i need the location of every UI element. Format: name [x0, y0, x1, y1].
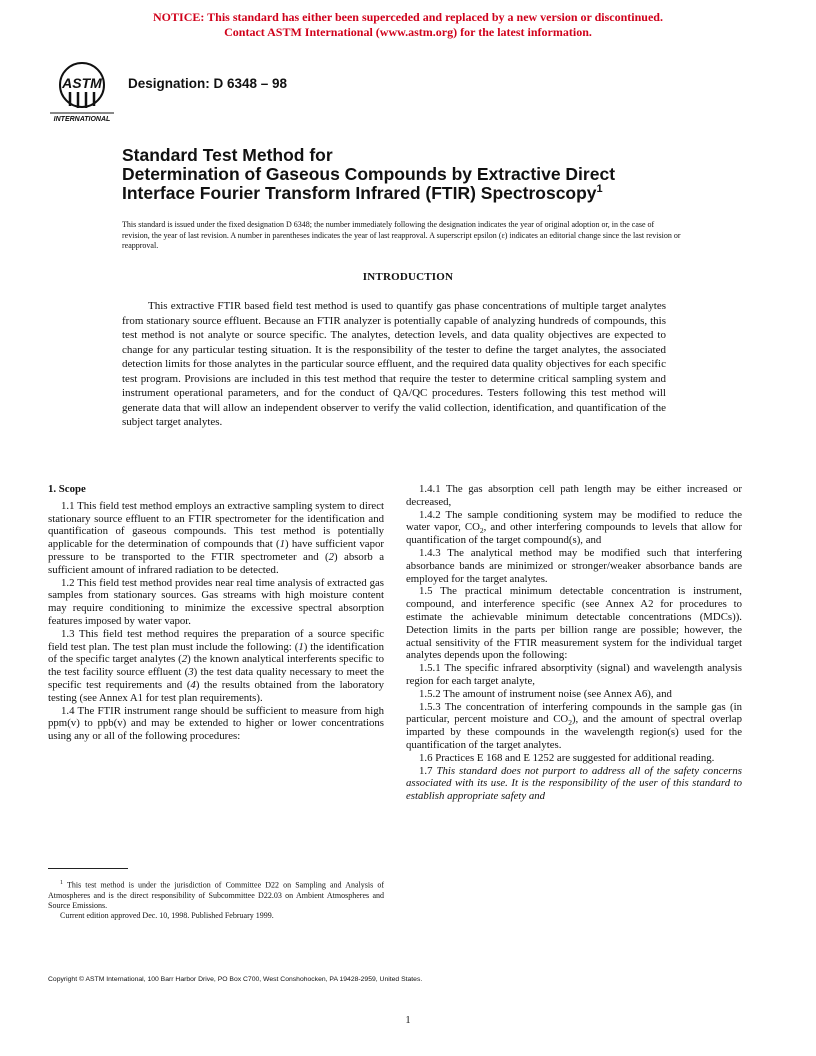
logo-letters: ASTM	[62, 75, 102, 91]
scope-heading: 1. Scope	[48, 483, 86, 495]
section-1-4-3: 1.4.3 The analytical method may be modified such that interfering absorbance bands are minimized or stronger/weaker absorbance bands are employed for the target analytes.	[406, 546, 742, 585]
section-1-5-3: 1.5.3 The concentration of interfering compounds in the sample gas (in particular, percent moisture and $CO_2$), and the amount of spectral overlap imparted by these compounds in the wavelength region(s) used for the quantification of the target analytes.	[406, 700, 742, 751]
footnote-line-1: $^1$ This test method is under the jurisdiction of Committee D22 on Sampling and Analysis of Atmospheres and is the direct responsibility of Subcommittee D22.03 on Ambient Atmospheres and Source Emissions.	[48, 880, 384, 910]
right-column	[406, 483, 742, 803]
section-1-5: 1.5 The practical minimum detectable concentration is instrument, compound, and interference specific (see Annex A2 for procedures to estimate the achievable minimum detectable concentrations (MDCs)). Detection limits in the parts per billion range are possible; however, the actual sensitivity of the FTIR measurement system for the individual target analytes depends upon the following:	[406, 585, 742, 662]
introduction-heading: INTRODUCTION	[362, 271, 454, 283]
withdrawn-notice	[0, 10, 816, 40]
section-1-2: 1.2 This field test method provides near real time analysis of extracted gas samples from stationary sources. Gas streams with high moisture content may require conditioning to minimize the excessive spectral absorption features imposed by water vapor.	[48, 576, 384, 627]
notice-line-2: Contact ASTM International (www.astm.org) for the latest information.	[224, 25, 592, 39]
title-line-2: Determination of Gaseous Compounds by Extractive Direct	[122, 164, 616, 184]
section-1-5-2: 1.5.2 The amount of instrument noise (see Annex A6), and	[419, 687, 672, 700]
astm-logo	[48, 58, 116, 124]
section-1-3: 1.3 This field test method requires the preparation of a source specific field test plan. The test plan must include the following: (1) the identification of the specific target analytes (2) the known analytical interferents specific to the test facility source effluent (3) the test data quality necessary to meet the specific test requirements and (4) the results obtained from the laboratory testing (see Annex A1 for test plan requirements).	[48, 627, 385, 704]
introduction-body: This extractive FTIR based field test method is used to quantify gas phase concentrations of multiple target analytes from stationary source effluent. Because an FTIR analyzer is potentially capable of analyzing hundreds of compounds, this test method is not analyte or source specific. The analytes, detection levels, and data quality objectives are expected to change for any particular testing situation. It is the responsibility of the tester to define the target analytes, the associated detection limits for those analytes in the particular source effluent, and the required data quality objectives for each specific test program. Provisions are included in this test method that require the tester to determine critical sampling system and instrument operational parameters, and for the conduct of QA/QC procedures. Testers following this test method will generate data that will allow an independent observer to verify the valid collection, identification, and quantification of the subject target analytes.	[122, 300, 666, 428]
title-footnote-mark: 1	[596, 183, 603, 196]
left-column	[48, 483, 384, 743]
section-1-6: 1.6 Practices E 168 and E 1252 are suggested for additional reading.	[419, 751, 715, 764]
astm-logo-mark	[48, 58, 116, 124]
section-1-4-2: 1.4.2 The sample conditioning system may be modified to reduce the water vapor, $CO_2$, and other interfering compounds to levels that allow for quantification of the target compound(s), and	[406, 508, 742, 547]
section-1-4-1: 1.4.1 The gas absorption cell path length may be either increased or decreased,	[406, 483, 742, 508]
section-1-1: 1.1 This field test method employs an extractive sampling system to direct stationary source effluent to an FTIR spectrometer for the identification and quantification of gaseous compounds. This test method is potentially applicable for the determination of compounds that (1) have sufficient vapor pressure to be transported to the FTIR spectrometer and (2) absorb a sufficient amount of infrared radiation to be detected.	[48, 499, 384, 576]
footnote-line-2: Current edition approved Dec. 10, 1998. Published February 1999.	[60, 910, 274, 920]
page-number: 1	[405, 1015, 411, 1026]
section-1-5-1: 1.5.1 The specific infrared absorptivity (signal) and wavelength analysis region for each target analyte,	[406, 662, 742, 687]
footnote-divider	[48, 868, 128, 869]
notice-line-1: NOTICE: This standard has either been superceded and replaced by a new version or discontinued.	[153, 10, 663, 24]
footnote	[48, 878, 384, 921]
document-title	[122, 146, 722, 203]
section-1-7: 1.7 This standard does not purport to address all of the safety concerns associated with its use. It is the responsibility of the user of this standard to establish appropriate safety and	[406, 764, 742, 803]
copyright-line: Copyright © ASTM International, 100 Barr Harbor Drive, PO Box C700, West Conshohocken, PA 19428-2959, United States.	[48, 976, 423, 983]
logo-caption: INTERNATIONAL	[53, 116, 111, 123]
issuance-note: This standard is issued under the fixed designation D 6348; the number immediately following the designation indicates the year of original adoption or, in the case of revision, the year of last revision. A number in parentheses indicates the year of last reapproval. A superscript epsilon (ε) indicates an editorial change since the last revision or reapproval.	[122, 220, 681, 250]
section-1-4: 1.4 The FTIR instrument range should be sufficient to measure from high ppm(v) to ppb(v) and may be extended to higher or lower concentrations using any or all of the following procedures:	[48, 704, 384, 743]
designation: Designation: D 6348 – 98	[128, 76, 288, 91]
title-line-3: Interface Fourier Transform Infrared (FTIR) Spectroscopy	[122, 183, 597, 203]
title-line-1: Standard Test Method for	[122, 145, 333, 165]
